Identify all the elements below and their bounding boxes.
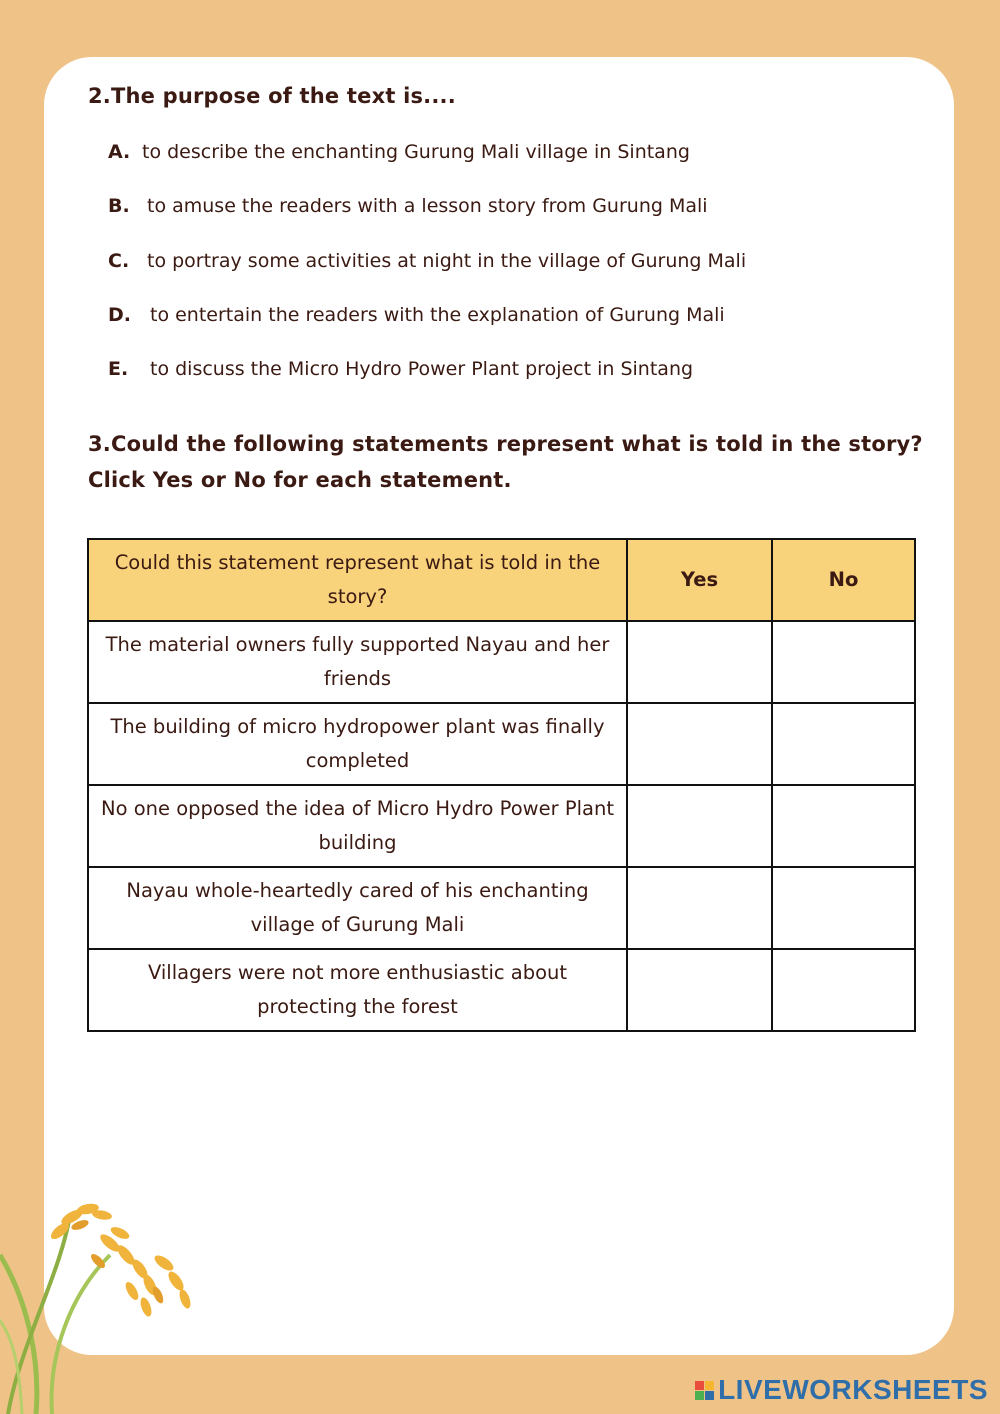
- option-e: [108, 358, 693, 380]
- question-3-title-line-1: 3.Could the following statements represent what is told in the story?: [88, 432, 923, 456]
- no-answer-cell[interactable]: [772, 785, 915, 867]
- liveworksheets-logo[interactable]: [695, 1374, 988, 1406]
- no-answer-cell[interactable]: [772, 949, 915, 1031]
- no-answer-cell[interactable]: [772, 703, 915, 785]
- option-letter: B.: [108, 195, 130, 217]
- option-text: to amuse the readers with a lesson story from Gurung Mali: [147, 195, 708, 217]
- table-row: [88, 949, 915, 1031]
- statements-table: [87, 538, 916, 1032]
- question-2-title: 2.The purpose of the text is....: [88, 84, 456, 108]
- question-3-title-line-2: Click Yes or No for each statement.: [88, 468, 512, 492]
- table-row: [88, 703, 915, 785]
- option-letter: C.: [108, 250, 130, 272]
- option-c: [108, 250, 746, 272]
- statement-cell: No one opposed the idea of Micro Hydro Power Plant building: [88, 785, 627, 867]
- logo-text: LIVEWORKSHEETS: [718, 1374, 988, 1405]
- yes-answer-cell[interactable]: [627, 703, 772, 785]
- option-b: [108, 195, 708, 217]
- no-answer-cell[interactable]: [772, 621, 915, 703]
- yes-answer-cell[interactable]: [627, 621, 772, 703]
- table-row: [88, 867, 915, 949]
- question-3-title: [88, 426, 968, 498]
- statement-cell: The building of micro hydropower plant was finally completed: [88, 703, 627, 785]
- liveworksheets-logo-icon: [695, 1381, 714, 1400]
- option-d: [108, 304, 725, 326]
- header-statement: Could this statement represent what is told in the story?: [88, 539, 627, 621]
- option-letter: A.: [108, 141, 131, 163]
- option-text: to portray some activities at night in the village of Gurung Mali: [147, 250, 747, 272]
- yes-answer-cell[interactable]: [627, 785, 772, 867]
- header-no: No: [772, 539, 915, 621]
- option-text: to entertain the readers with the explanation of Gurung Mali: [150, 304, 725, 326]
- statement-cell: Villagers were not more enthusiastic about protecting the forest: [88, 949, 627, 1031]
- table-row: [88, 621, 915, 703]
- no-answer-cell[interactable]: [772, 867, 915, 949]
- statement-cell: The material owners fully supported Nayau and her friends: [88, 621, 627, 703]
- yes-answer-cell[interactable]: [627, 949, 772, 1031]
- option-a: [108, 141, 690, 163]
- table-row: [88, 785, 915, 867]
- option-letter: D.: [108, 304, 131, 326]
- option-text: to describe the enchanting Gurung Mali village in Sintang: [142, 141, 690, 163]
- statement-cell: Nayau whole-heartedly cared of his enchanting village of Gurung Mali: [88, 867, 627, 949]
- option-letter: E.: [108, 358, 129, 380]
- rice-stalk-illustration: [0, 1195, 210, 1414]
- option-text: to discuss the Micro Hydro Power Plant project in Sintang: [150, 358, 694, 380]
- header-yes: Yes: [627, 539, 772, 621]
- table-header-row: [88, 539, 915, 621]
- yes-answer-cell[interactable]: [627, 867, 772, 949]
